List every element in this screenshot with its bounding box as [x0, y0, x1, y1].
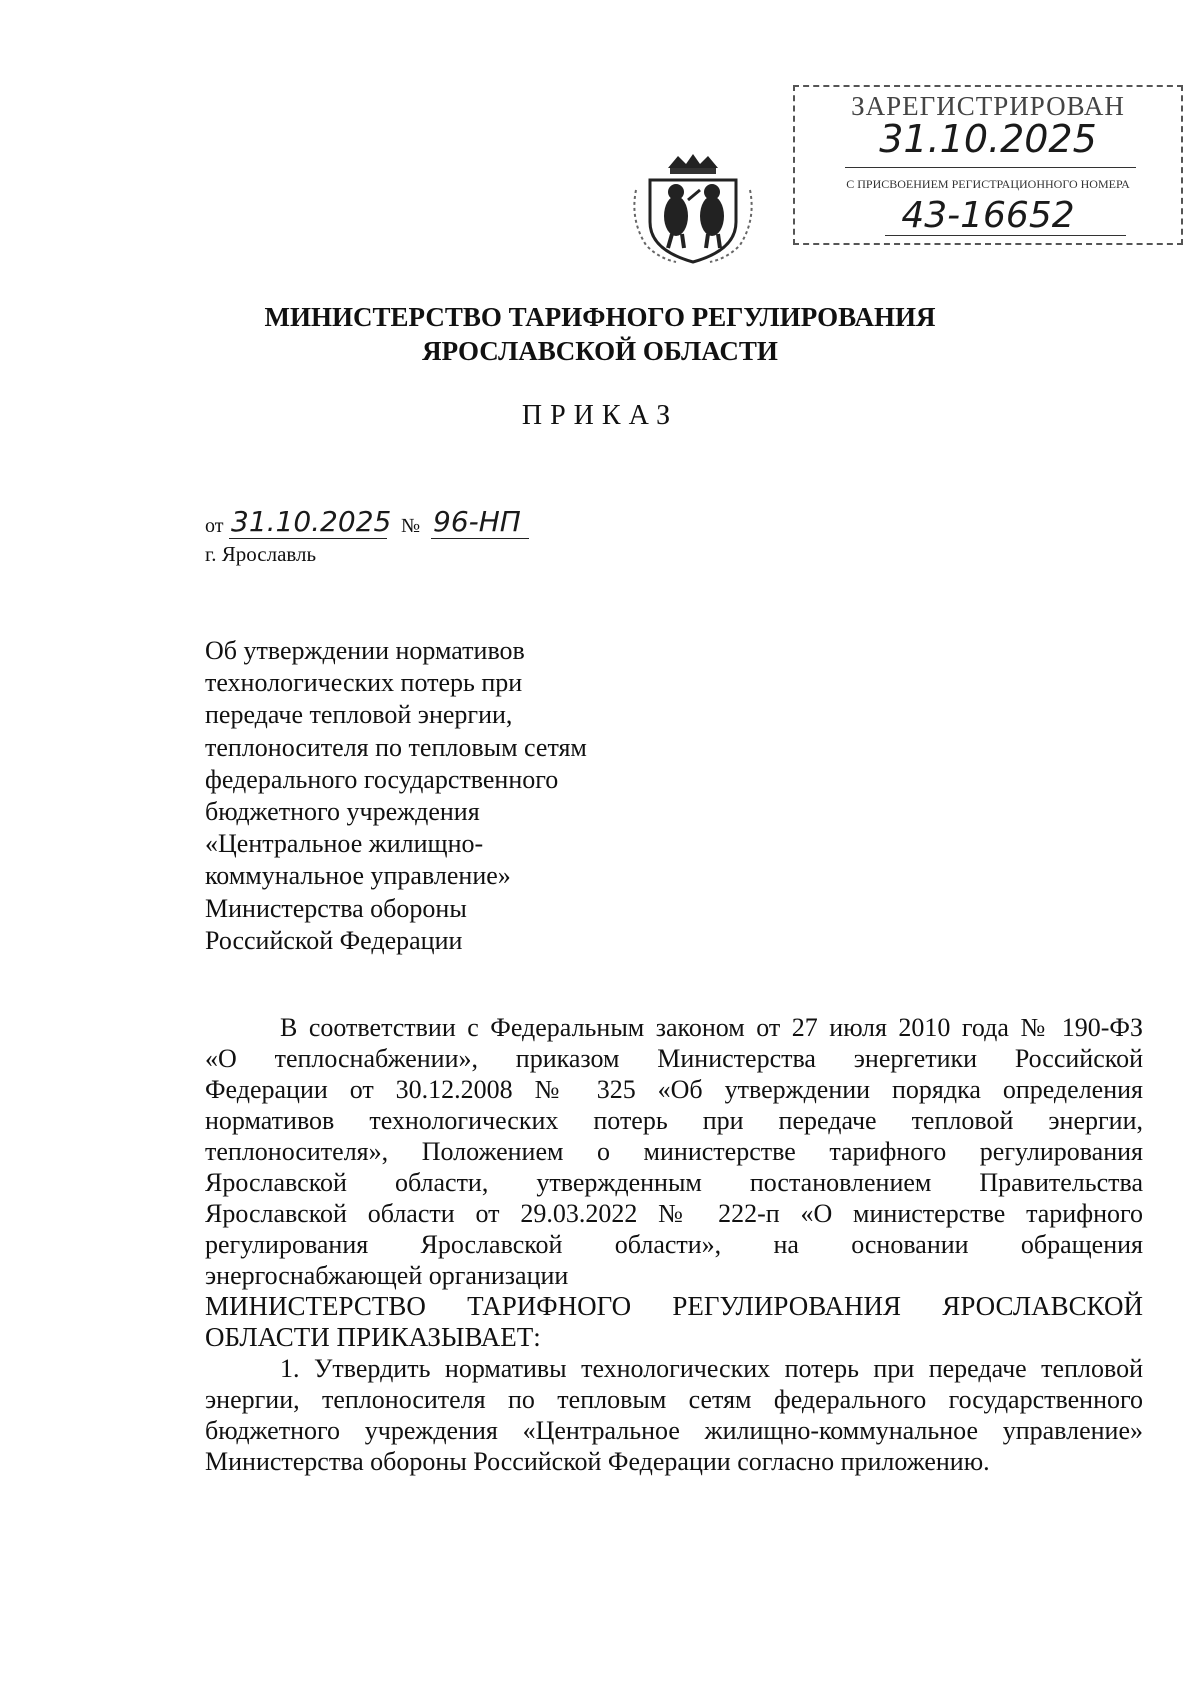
subject-line: коммунальное управление» [205, 861, 511, 891]
registration-stamp [793, 85, 1183, 245]
preamble-line: Ярославской области от 29.03.2022 № 222-п «О министерстве тарифного [205, 1199, 1143, 1228]
directive-line: МИНИСТЕРСТВО ТАРИФНОГО РЕГУЛИРОВАНИЯ ЯРОСЛАВСКОЙ [205, 1291, 1143, 1321]
stamp-date: 31.10.2025 [879, 117, 1097, 161]
order-date: 31.10.2025 [231, 505, 392, 538]
ministry-title-line: МИНИСТЕРСТВО ТАРИФНОГО РЕГУЛИРОВАНИЯ [264, 302, 936, 332]
subject-line: бюджетного учреждения [205, 797, 480, 827]
preamble-line: В соответствии с Федеральным законом от 27 июля 2010 года № 190-ФЗ [280, 1013, 1143, 1042]
stamp-divider [845, 167, 1136, 168]
subject-line: Российской Федерации [205, 925, 463, 955]
document-type: ПРИКАЗ [521, 400, 679, 431]
preamble-line: регулирования Ярославской области», на основании обращения [205, 1230, 1143, 1259]
stamp-number: 43-16652 [901, 195, 1075, 236]
order-body [205, 1012, 1143, 1477]
preamble-line: энергоснабжающей организации [205, 1261, 569, 1290]
ministry-title-line: ЯРОСЛАВСКОЙ ОБЛАСТИ [422, 336, 778, 366]
preamble-line: «О теплоснабжении», приказом Министерства энергетики Российской [205, 1044, 1143, 1073]
item-line: 1. Утвердить нормативы технологических потерь при передаче тепловой [280, 1354, 1143, 1383]
preamble-line: Ярославской области, утвержденным постановлением Правительства [205, 1168, 1143, 1197]
subject-line: передаче тепловой энергии, [205, 700, 513, 730]
subject-line: Министерства обороны [205, 893, 467, 923]
subject-line: федерального государственного [205, 764, 559, 794]
order-city: г. Ярославль [205, 542, 317, 566]
order-number: 96-НП [431, 505, 529, 539]
stamp-divider [885, 235, 1126, 236]
directive-line: ОБЛАСТИ ПРИКАЗЫВАЕТ: [205, 1322, 541, 1352]
preamble-line: теплоносителя», Положением о министерстве тарифного регулирования [205, 1137, 1143, 1166]
item-line: энергии, теплоносителя по тепловым сетям федерального государственного [205, 1385, 1143, 1414]
order-subject [205, 635, 665, 957]
subject-line: «Центральное жилищно- [205, 829, 484, 859]
subject-line: технологических потерь при [205, 668, 523, 698]
coat-of-arms-icon [628, 150, 758, 270]
stamp-caption: С ПРИСВОЕНИЕМ РЕГИСТРАЦИОННОГО НОМЕРА [846, 177, 1130, 191]
date-label: от [205, 515, 224, 537]
subject-line: Об утверждении нормативов [205, 636, 525, 665]
number-label: № [401, 515, 421, 537]
ministry-title [0, 300, 1200, 368]
preamble-line: нормативов технологических потерь при передаче тепловой энергии, [205, 1106, 1143, 1135]
stamp-title: ЗАРЕГИСТРИРОВАН [851, 91, 1125, 121]
item-line: бюджетного учреждения «Центральное жилищно-коммунальное управление» [205, 1416, 1143, 1445]
preamble-line: Федерации от 30.12.2008 № 325 «Об утверждении порядка определения [205, 1075, 1143, 1104]
subject-line: теплоносителя по тепловым сетям [205, 732, 587, 762]
item-line: Министерства обороны Российской Федерации согласно приложению. [205, 1447, 990, 1476]
